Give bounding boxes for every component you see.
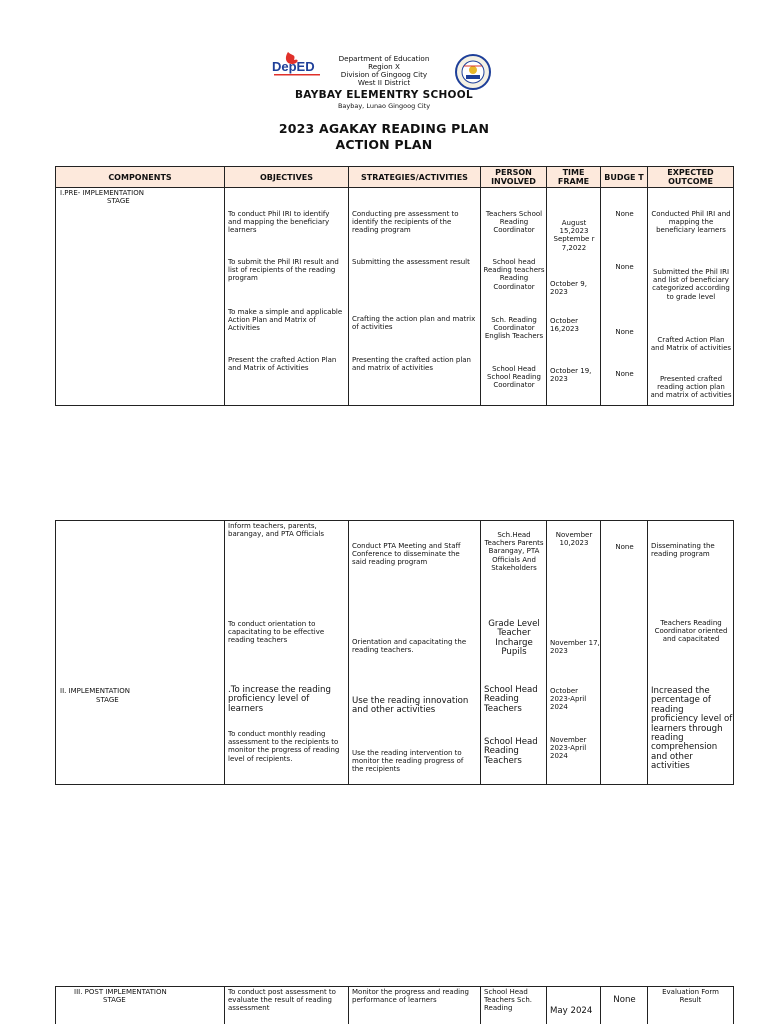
budget-1: None xyxy=(615,210,634,218)
plan-subtitle: ACTION PLAN xyxy=(335,137,433,152)
header-strategies: STRATEGIES/ACTIVITIES xyxy=(349,167,481,188)
person-2: School head Reading teachers Reading Coordinator xyxy=(483,258,545,291)
budget-2: None xyxy=(615,263,634,271)
time-4: October 19, 2023 xyxy=(550,367,592,384)
outcome-2: Teachers Reading Coordinator oriented and capacitated xyxy=(654,619,728,644)
time-1: November 10,2023 xyxy=(555,531,593,548)
school-name: BAYBAY ELEMENTRY SCHOOL xyxy=(295,89,473,101)
objective-2: To conduct orientation to capacitating to be effective reading teachers xyxy=(228,620,325,645)
strategy-3: Crafting the action plan and matrix of activities xyxy=(352,315,476,332)
person-4: School Head Reading Teachers xyxy=(484,737,538,766)
strategy-1: Conduct PTA Meeting and Staff Conference to disseminate the said reading program xyxy=(352,542,461,567)
header-line-2: Region X xyxy=(368,62,400,71)
strategy-2: Submitting the assessment result xyxy=(352,258,470,266)
strategy-4: Presenting the crafted action plan and matrix of activities xyxy=(352,356,471,373)
person-1: Teachers School Reading Coordinator xyxy=(485,210,543,235)
person-3: Sch. Reading Coordinator English Teachers xyxy=(484,316,544,341)
person-1: Sch.Head Teachers Parents Barangay, PTA Officials And Stakeholders xyxy=(484,531,544,572)
budget-4: None xyxy=(615,370,634,378)
stage-label: I.PRE- IMPLEMENTATION xyxy=(60,189,144,197)
outcome-1: Disseminating the reading program xyxy=(651,542,715,559)
objective-4: To conduct monthly reading assessment to the recipients to monitor the progress of reading level of recipients. xyxy=(228,730,340,763)
header-objectives: OBJECTIVES xyxy=(225,167,349,188)
header-line-4: West II District xyxy=(357,78,411,87)
budget-3: None xyxy=(615,328,634,336)
header-time: TIME FRAME xyxy=(547,167,601,188)
header-outcome: EXPECTED OUTCOME xyxy=(648,167,734,188)
stage-label: III. POST IMPLEMENTATION xyxy=(74,988,167,996)
action-plan-table-implementation xyxy=(55,520,734,785)
person-3: School Head Reading Teachers xyxy=(484,685,538,714)
time-1: August 15,2023 Septembe r 7,2022 xyxy=(553,219,595,252)
time-3: October 2023-April 2024 xyxy=(550,687,587,712)
objective-3: To make a simple and applicable Action Plan and Matrix of Activities xyxy=(228,308,343,333)
school-address: Baybay, Lunao Gingoog City xyxy=(337,102,431,110)
budget-1: None xyxy=(613,995,636,1005)
objective-1: To conduct Phil IRI to identify and mapping the beneficiary learners xyxy=(228,210,330,235)
strategy-1: Conducting pre assessment to identify the recipients of the reading program xyxy=(352,210,459,235)
plan-title: 2023 AGAKAY READING PLAN xyxy=(278,121,490,136)
outcome-3: Increased the percentage of reading proficiency level of learners through reading comprehension and other activities xyxy=(651,686,733,772)
outcome-3: Crafted Action Plan and Matrix of activities xyxy=(650,336,732,353)
stage-label: II. IMPLEMENTATION xyxy=(60,687,130,695)
time-2: October 9, 2023 xyxy=(550,280,587,297)
objective-2: To submit the Phil IRI result and list of recipients of the reading program xyxy=(228,258,339,283)
strategy-4: Use the reading intervention to monitor the reading progress of the recipients xyxy=(352,749,464,774)
outcome-1: Evaluation Form Result xyxy=(648,987,734,1024)
objective-1: To conduct post assessment to evaluate the result of reading assessment xyxy=(225,987,349,1024)
header-components: COMPONENTS xyxy=(56,167,225,188)
objective-1: Inform teachers, parents, barangay, and PTA Officials xyxy=(228,522,324,539)
time-4: November 2023-April 2024 xyxy=(550,736,587,761)
header-budget: BUDGE T xyxy=(601,167,648,188)
stage-label-suffix: STAGE xyxy=(103,996,126,1005)
action-plan-table-post xyxy=(55,986,734,1024)
header-line-1: Department of Education xyxy=(338,54,430,63)
strategy-2: Orientation and capacitating the reading teachers. xyxy=(352,638,467,655)
table-row xyxy=(56,521,734,785)
objective-3: .To increase the reading proficiency level of learners xyxy=(228,685,331,714)
person-4: School Head School Reading Coordinator xyxy=(487,365,541,390)
time-3: October 16,2023 xyxy=(550,317,579,334)
strategy-3: Use the reading innovation and other activities xyxy=(352,696,469,716)
budget-1: None xyxy=(615,543,634,551)
header-person: PERSON INVOLVED xyxy=(481,167,547,188)
table-row xyxy=(56,987,734,1024)
outcome-4: Presented crafted reading action plan and matrix of activities xyxy=(650,375,732,400)
stage-label-suffix: STAGE xyxy=(96,696,119,704)
time-1: May 2024 xyxy=(550,1006,593,1016)
time-2: November 17, 2023 xyxy=(550,639,600,656)
outcome-1: Conducted Phil IRI and mapping the beneficiary learners xyxy=(651,210,731,235)
outcome-2: Submitted the Phil IRI and list of beneficiary categorized according to grade level xyxy=(652,268,730,301)
objective-4: Present the crafted Action Plan and Matrix of Activities xyxy=(228,356,337,373)
action-plan-table-pre xyxy=(55,166,734,406)
strategy-1: Monitor the progress and reading performance of learners xyxy=(349,987,481,1024)
person-1: School Head Teachers Sch. Reading xyxy=(481,987,547,1024)
deped-logo-text: DepED xyxy=(272,59,315,74)
stage-label-suffix: STAGE xyxy=(107,197,130,206)
table-row xyxy=(56,188,734,406)
person-2: Grade Level Teacher Incharge Pupils xyxy=(488,619,540,658)
header-line-3: Division of Gingoog City xyxy=(340,70,428,79)
